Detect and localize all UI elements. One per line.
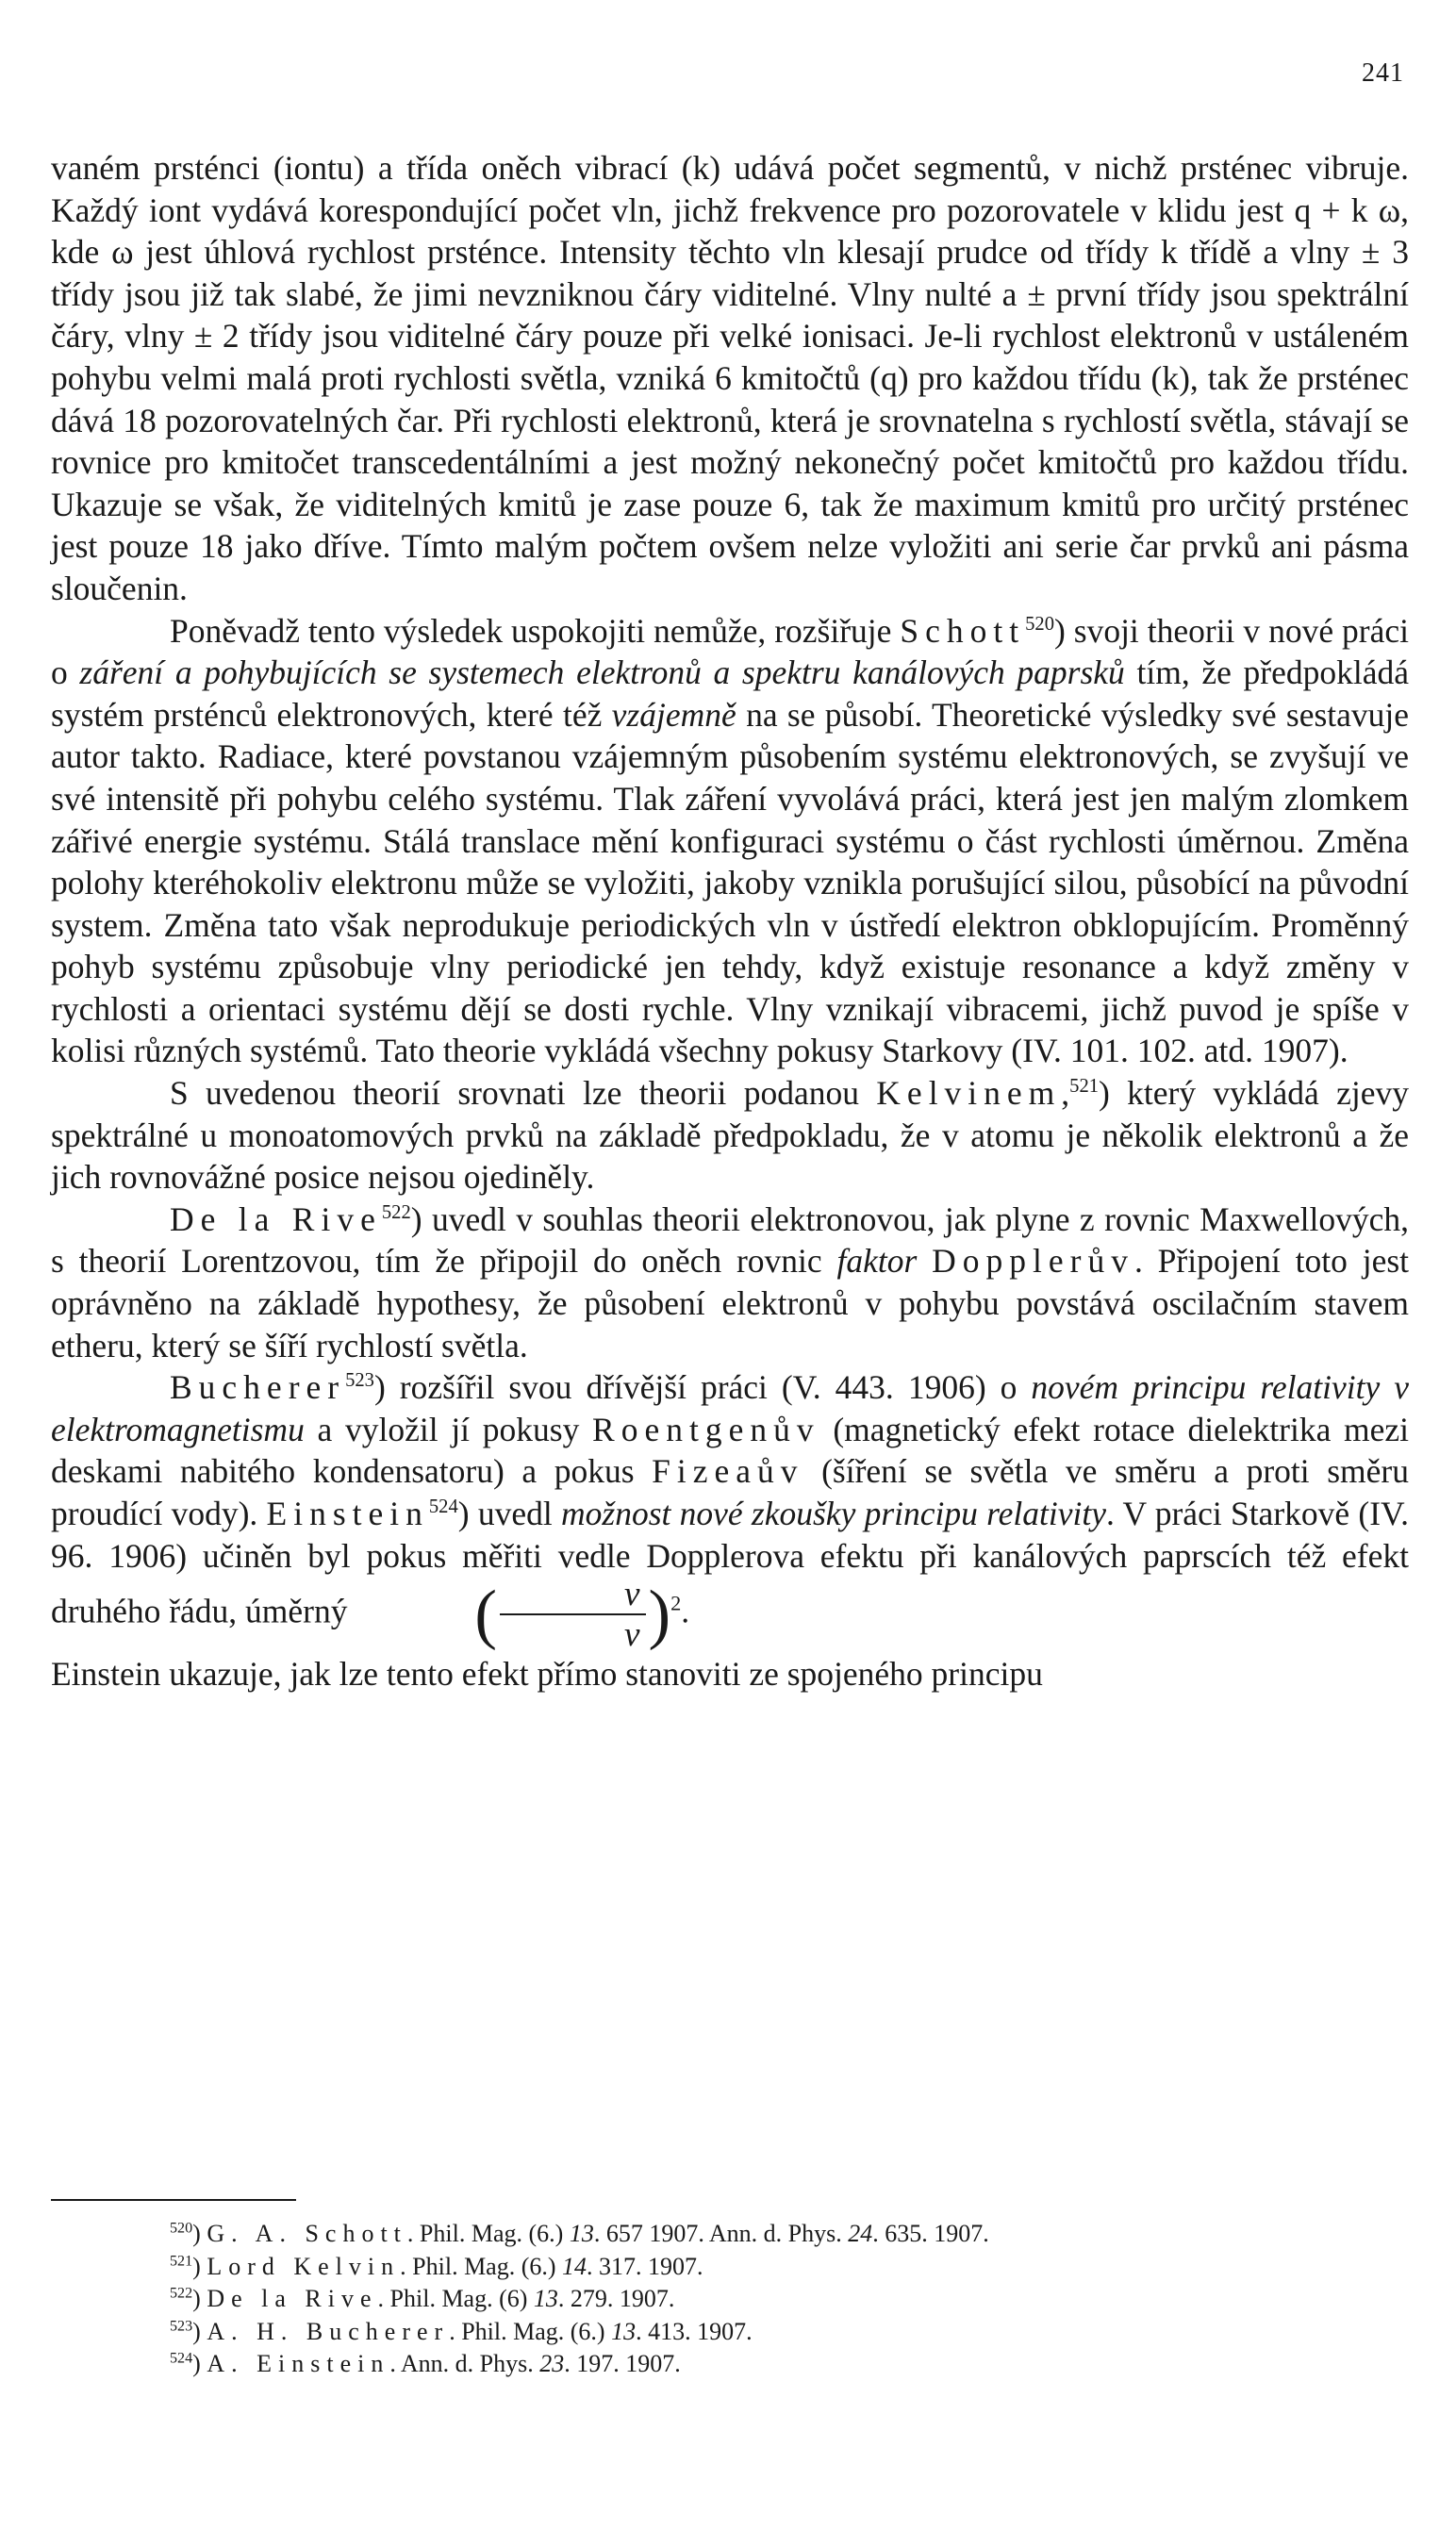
- footnote-ref-523: 523: [345, 1370, 374, 1392]
- p5-text-c: (magnetický efekt rotace dielektrika mezi deskami nabitého kondensatoru) a pokus: [51, 1410, 1410, 1491]
- footnote-volume: 14: [562, 2252, 587, 2280]
- footnote-author: A. Einstein: [207, 2350, 390, 2377]
- name-roentgen: Roentgenův: [592, 1410, 820, 1448]
- author-bucherer: Bucherer: [170, 1368, 346, 1407]
- footnote-ref-520: 520: [1025, 613, 1054, 635]
- name-fizeau: Fizeaův: [652, 1452, 804, 1491]
- p5-text-g: .: [681, 1592, 690, 1630]
- p3-separator: ,: [1061, 1074, 1070, 1113]
- fraction-exponent: 2: [670, 1591, 682, 1615]
- footnote-rest: . 413. 1907.: [636, 2317, 753, 2345]
- footnote-rest: . 279. 1907.: [557, 2285, 675, 2312]
- p5-text-h: Einstein ukazuje, jak lze tento efekt přímo stanoviti ze spojeného principu: [51, 1654, 1043, 1693]
- footnote-mark: 524: [170, 2350, 193, 2367]
- page-number: 241: [1362, 58, 1404, 88]
- footnote-volume: 13: [569, 2220, 594, 2247]
- fraction-v-over-nu-squared: [356, 1577, 681, 1653]
- footnote-rest: . 317. 1907.: [587, 2252, 703, 2280]
- fraction-numerator: v: [500, 1577, 646, 1615]
- footnote-mark: 523: [170, 2317, 193, 2334]
- footnote-author: Lord Kelvin: [207, 2252, 401, 2280]
- footnote-521: [170, 2251, 1415, 2284]
- emphasis-faktor: faktor: [836, 1242, 918, 1281]
- name-doppler: Dopplerův: [932, 1242, 1134, 1281]
- p5-text-a: ) rozšířil svou dřívější práci (V. 443. 1906) o: [373, 1368, 1018, 1407]
- footnote-volume: 13: [533, 2285, 558, 2312]
- footnote-rest: . 197. 1907.: [564, 2350, 681, 2377]
- author-kelvin: Kelvinem: [876, 1074, 1062, 1113]
- footnote-rule: [51, 2199, 296, 2201]
- footnote-ref-522: 522: [381, 1202, 411, 1224]
- footnote-source: . Phil. Mag. (6.): [406, 2220, 564, 2247]
- footnote-rest-2: . 635. 1907.: [872, 2220, 989, 2247]
- p5-text-b: a vyložil jí pokusy: [317, 1410, 580, 1448]
- p5-text-d: (šíření se světla ve směru a proti směru proudící vody).: [51, 1452, 1409, 1532]
- fraction-denominator: ν: [623, 1615, 640, 1655]
- p3-text-b: ) který vykládá zjevy spektrálné u monoatomových prvků na základě předpokladu, že v atomu je několik elektronů a že jich rovnovážné posice nejsou ojediněly.: [51, 1074, 1409, 1197]
- p5-text-e: ) uvedl: [457, 1495, 553, 1532]
- footnote-rest: . 657 1907. Ann. d. Phys.: [593, 2220, 842, 2247]
- footnote-ref-524: 524: [428, 1497, 458, 1518]
- footnote-523: [170, 2316, 1415, 2349]
- footnote-source: . Ann. d. Phys.: [389, 2350, 534, 2377]
- footnote-author: G. A. Schott: [207, 2220, 407, 2247]
- right-parenthesis: ): [648, 1578, 671, 1652]
- footnote-524: [170, 2348, 1415, 2381]
- paragraph-4: [51, 1199, 1409, 1366]
- author-de-la-rive: De la Rive: [170, 1199, 382, 1238]
- work-title-bucherer: novém principu relativity v elektromagnetismu: [51, 1368, 1409, 1448]
- work-title-schott: záření a pohybujících se systemech elektronů a spektru kanálových paprsků: [79, 653, 1125, 692]
- p2-text-c: tím, že předpokládá systém prsténců elektronových, které též: [51, 653, 1410, 734]
- footnote-mark-close: ): [192, 2317, 201, 2345]
- footnote-source: . Phil. Mag. (6.): [400, 2252, 556, 2280]
- footnote-author: A. H. Bucherer: [207, 2317, 450, 2345]
- left-parenthesis: (: [474, 1578, 497, 1652]
- footnote-mark-close: ): [192, 2220, 201, 2247]
- fraction: [500, 1577, 646, 1653]
- author-schott: Schott: [900, 611, 1026, 650]
- paragraph-5: [51, 1366, 1409, 1695]
- footnote-source: . Phil. Mag. (6.): [449, 2317, 605, 2345]
- p2-text-b: ) svoji theorii v nové práci o: [51, 611, 1409, 692]
- footnote-ref-521: 521: [1069, 1076, 1100, 1098]
- footnote-mark-close: ): [192, 2252, 201, 2280]
- emphasis-vzajemne: vzájemně: [611, 695, 736, 734]
- footnote-volume: 13: [611, 2317, 637, 2345]
- footnote-mark: 521: [170, 2252, 193, 2269]
- work-title-einstein: možnost nové zkoušky principu relativity: [561, 1495, 1106, 1532]
- footnote-522: [170, 2283, 1415, 2316]
- paragraph-1: vaném prsténci (iontu) a třída oněch vibrací (k) udává počet segmentů, v nichž prsténec vibruje. Každý iont vydává korespondující počet vln, jichž frekvence pro pozorovatele v klidu jest q + k ω, kde ω jest úhlová rychlost prsténce. Intensity těchto vln klesají prudce od třídy k třídě a vlny ± 3 třídy jsou již tak slabé, že jimi nevzniknou čáry viditelné. Vlny nulté a ± první třídy jsou spektrální čáry, vlny ± 2 třídy jsou viditelné čáry pouze při velké ionisaci. Je-li rychlost elektronů v ustáleném pohybu velmi malá proti rychlosti světla, vzniká 6 kmitočtů (q) pro každou třídu (k), tak že prsténec dává 18 pozorovatelných čar. Při rychlosti elektronů, která je srovnatelna s rychlostí světla, stávají se rovnice pro kmitočet transcedentálními a jest možný nekonečný počet kmitočtů pro každou třídu. Ukazuje se však, že viditelných kmitů je zase pouze 6, tak že maximum kmitů pro určitý prsténec jest pouze 18 jako dříve. Tímto malým počtem ovšem nelze vyložiti ani serie čar prvků ani pásma sloučenin.: [51, 149, 1409, 607]
- author-einstein: Einstein: [266, 1495, 429, 1532]
- p2-text-a: Poněvadž tento výsledek uspokojiti nemůže, rozšiřuje: [170, 611, 892, 650]
- footnote-mark: 522: [170, 2285, 193, 2302]
- paragraph-2: [51, 610, 1409, 1073]
- footnote-520: [170, 2218, 1415, 2251]
- footnote-mark-close: ): [192, 2350, 201, 2377]
- footnote-author: De la Rive: [207, 2285, 378, 2312]
- footnotes: [170, 2218, 1415, 2381]
- p3-text-a: S uvedenou theorií srovnati lze theorii podanou: [170, 1074, 859, 1113]
- p5-text-f: . V práci Starkově (IV. 96. 1906) učiněn byl pokus měřiti vedle Dopplerova efektu při kanálových paprscích též efekt druhého řádu, úměrný: [51, 1495, 1409, 1630]
- body-text: [51, 147, 1409, 1695]
- p2-text-d: na se působí. Theoretické výsledky své sestavuje autor takto. Radiace, které povstanou vzájemným působením systému elektronových, se zvyšují ve své intensitě při pohybu celého systému. Tlak záření vyvolává práci, která jest jen malým zlomkem zářivé energie systému. Stálá translace mění konfiguraci systému o část rychlosti úměrnou. Změna polohy kteréhokoliv elektronu může se vyložiti, jakoby vznikla porušující silou, působící na původní system. Změna tato však neprodukuje periodických vln v ústředí elektron obklopujícím. Proměnný pohyb systému způsobuje vlny periodické jen tehdy, když existuje resonance a když změny v rychlosti a orientaci systému dějí se dosti rychle. Vlny vznikají vibracemi, jichž puvod je spíše v kolisi různých systémů. Tato theorie vykládá všechny pokusy Starkovy (IV. 101. 102. atd. 1907).: [51, 695, 1410, 1070]
- footnote-source: . Phil. Mag. (6): [377, 2285, 528, 2312]
- p4-text-b: . Připojení toto jest oprávněno na základě hypothesy, že působení elektronů v pohybu povstává oscilačním stavem etheru, který se šíří rychlostí světla.: [51, 1242, 1410, 1364]
- footnote-mark-close: ): [192, 2285, 201, 2312]
- p4-text-a: ) uvedl v souhlas theorii elektronovou, jak plyne z rovnic Maxwellových, s theorií Lorentzovou, tím že připojil do oněch rovnic: [51, 1199, 1409, 1281]
- footnote-volume-2: 24: [848, 2220, 873, 2247]
- footnote-mark: 520: [170, 2220, 193, 2237]
- paragraph-3: [51, 1072, 1409, 1199]
- footnote-volume: 23: [539, 2350, 565, 2377]
